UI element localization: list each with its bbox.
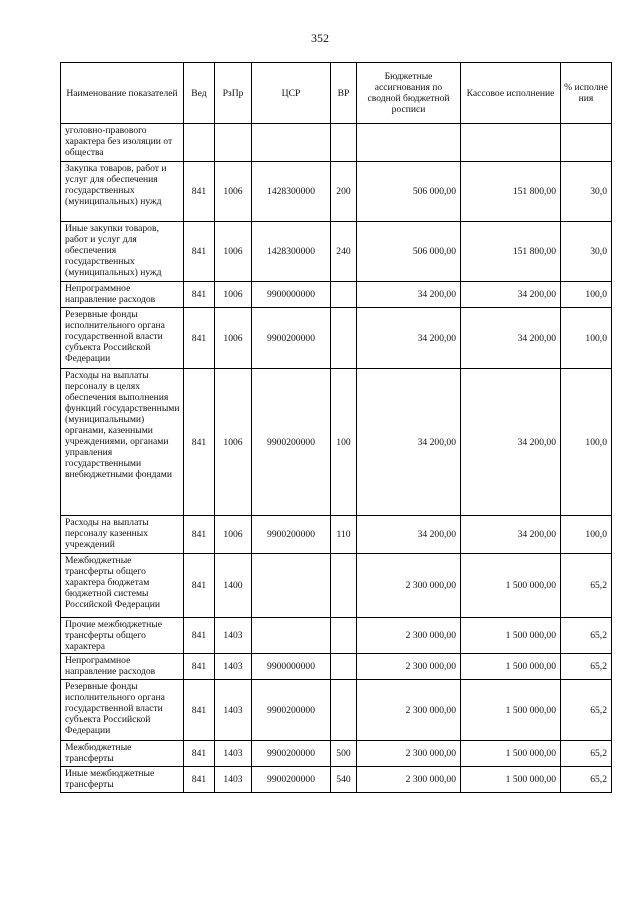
table-row [61, 554, 612, 618]
cell-csr: 9900200000 [252, 741, 331, 767]
table-row [61, 767, 612, 793]
cell-csr: 9900000000 [252, 654, 331, 680]
cell-name: Непрограммное направление расходов [61, 282, 184, 308]
cell-budget: 2 300 000,00 [357, 654, 461, 680]
cell-budget: 2 300 000,00 [357, 767, 461, 793]
cell-rzpr: 1006 [215, 308, 252, 369]
cell-vr [331, 618, 357, 654]
cell-cash: 1 500 000,00 [461, 618, 561, 654]
cell-budget: 2 300 000,00 [357, 741, 461, 767]
table-row [61, 369, 612, 516]
cell-ved: 841 [184, 654, 215, 680]
cell-cash: 1 500 000,00 [461, 654, 561, 680]
cell-pct: 30,0 [561, 222, 612, 282]
cell-cash: 1 500 000,00 [461, 554, 561, 618]
cell-rzpr: 1400 [215, 554, 252, 618]
cell-ved: 841 [184, 554, 215, 618]
table-row [61, 282, 612, 308]
cell-budget: 34 200,00 [357, 369, 461, 516]
cell-cash: 34 200,00 [461, 308, 561, 369]
cell-budget: 34 200,00 [357, 282, 461, 308]
cell-ved: 841 [184, 282, 215, 308]
cell-ved: 841 [184, 618, 215, 654]
cell-pct: 65,2 [561, 654, 612, 680]
table-header-row [61, 63, 612, 124]
cell-csr [252, 618, 331, 654]
cell-ved: 841 [184, 222, 215, 282]
cell-budget: 34 200,00 [357, 516, 461, 554]
header-rzpr: РзПр [215, 63, 252, 124]
table-row [61, 654, 612, 680]
header-ved: Вед [184, 63, 215, 124]
cell-rzpr: 1403 [215, 767, 252, 793]
cell-vr: 100 [331, 369, 357, 516]
cell-vr [331, 654, 357, 680]
cell-rzpr: 1006 [215, 222, 252, 282]
cell-budget: 506 000,00 [357, 162, 461, 222]
cell-name: Прочие межбюджетные трансферты общего характера [61, 618, 184, 654]
cell-csr: 9900200000 [252, 516, 331, 554]
header-csr: ЦСР [252, 63, 331, 124]
table-row [61, 741, 612, 767]
cell-vr: 500 [331, 741, 357, 767]
cell-cash [461, 124, 561, 162]
cell-budget [357, 124, 461, 162]
cell-pct: 100,0 [561, 516, 612, 554]
cell-name: Межбюджетные трансферты [61, 741, 184, 767]
cell-cash: 34 200,00 [461, 516, 561, 554]
table-row [61, 222, 612, 282]
cell-csr: 9900000000 [252, 282, 331, 308]
table-row [61, 162, 612, 222]
header-percent: % исполне ния [561, 63, 612, 124]
cell-csr: 9900200000 [252, 680, 331, 741]
cell-budget: 2 300 000,00 [357, 554, 461, 618]
cell-pct: 65,2 [561, 618, 612, 654]
cell-csr [252, 554, 331, 618]
cell-rzpr: 1006 [215, 282, 252, 308]
cell-budget: 2 300 000,00 [357, 618, 461, 654]
cell-name: Иные межбюджетные трансферты [61, 767, 184, 793]
cell-name: Межбюджетные трансферты общего характера бюджетам бюджетной системы Российской Федерации [61, 554, 184, 618]
cell-rzpr: 1006 [215, 516, 252, 554]
cell-name: Расходы на выплаты персоналу казенных учреждений [61, 516, 184, 554]
budget-execution-table [60, 62, 612, 793]
cell-vr [331, 124, 357, 162]
cell-ved: 841 [184, 369, 215, 516]
cell-vr [331, 554, 357, 618]
cell-name: Расходы на выплаты персоналу в целях обеспечения выполнения функций государственными (муниципальными) органами, казенными учреждениями, органами управления государственными внебюджетными фондами [61, 369, 184, 516]
cell-pct: 100,0 [561, 282, 612, 308]
table-row [61, 516, 612, 554]
header-budget: Бюджетные ассигнования по сводной бюджетной росписи [357, 63, 461, 124]
cell-csr: 1428300000 [252, 222, 331, 282]
cell-pct: 30,0 [561, 162, 612, 222]
cell-vr [331, 308, 357, 369]
cell-vr: 540 [331, 767, 357, 793]
cell-name: Закупка товаров, работ и услуг для обеспечения государственных (муниципальных) нужд [61, 162, 184, 222]
cell-rzpr: 1403 [215, 654, 252, 680]
cell-rzpr: 1403 [215, 680, 252, 741]
cell-vr [331, 282, 357, 308]
table-row [61, 680, 612, 741]
cell-ved: 841 [184, 741, 215, 767]
cell-vr [331, 680, 357, 741]
cell-rzpr [215, 124, 252, 162]
cell-cash: 1 500 000,00 [461, 767, 561, 793]
cell-vr: 200 [331, 162, 357, 222]
cell-ved: 841 [184, 308, 215, 369]
cell-ved: 841 [184, 680, 215, 741]
cell-cash: 34 200,00 [461, 369, 561, 516]
cell-pct: 65,2 [561, 680, 612, 741]
cell-ved: 841 [184, 767, 215, 793]
cell-pct: 100,0 [561, 369, 612, 516]
table-row [61, 618, 612, 654]
cell-rzpr: 1006 [215, 162, 252, 222]
cell-cash: 151 800,00 [461, 222, 561, 282]
cell-pct: 65,2 [561, 741, 612, 767]
cell-budget: 2 300 000,00 [357, 680, 461, 741]
cell-cash: 151 800,00 [461, 162, 561, 222]
cell-csr: 9900200000 [252, 767, 331, 793]
cell-cash: 1 500 000,00 [461, 741, 561, 767]
cell-budget: 34 200,00 [357, 308, 461, 369]
cell-rzpr: 1403 [215, 741, 252, 767]
cell-name: Непрограммное направление расходов [61, 654, 184, 680]
cell-ved [184, 124, 215, 162]
cell-ved: 841 [184, 516, 215, 554]
cell-csr: 9900200000 [252, 369, 331, 516]
cell-cash: 34 200,00 [461, 282, 561, 308]
cell-cash: 1 500 000,00 [461, 680, 561, 741]
cell-pct: 100,0 [561, 308, 612, 369]
cell-name: Резервные фонды исполнительного органа государственной власти субъекта Российской Федерации [61, 680, 184, 741]
cell-pct: 65,2 [561, 554, 612, 618]
cell-csr: 1428300000 [252, 162, 331, 222]
header-name: Наименование показателей [61, 63, 184, 124]
table-row [61, 124, 612, 162]
cell-name: Иные закупки товаров, работ и услуг для обеспечения государственных (муниципальных) нужд [61, 222, 184, 282]
cell-rzpr: 1006 [215, 369, 252, 516]
cell-vr: 110 [331, 516, 357, 554]
header-cash: Кассовое исполнение [461, 63, 561, 124]
page-number: 352 [311, 31, 329, 45]
header-vr: ВР [331, 63, 357, 124]
cell-pct [561, 124, 612, 162]
cell-name: уголовно-правового характера без изоляции от общества [61, 124, 184, 162]
cell-ved: 841 [184, 162, 215, 222]
cell-vr: 240 [331, 222, 357, 282]
cell-csr [252, 124, 331, 162]
table-row [61, 308, 612, 369]
cell-csr: 9900200000 [252, 308, 331, 369]
cell-budget: 506 000,00 [357, 222, 461, 282]
cell-rzpr: 1403 [215, 618, 252, 654]
cell-pct: 65,2 [561, 767, 612, 793]
cell-name: Резервные фонды исполнительного органа государственной власти субъекта Российской Федерации [61, 308, 184, 369]
